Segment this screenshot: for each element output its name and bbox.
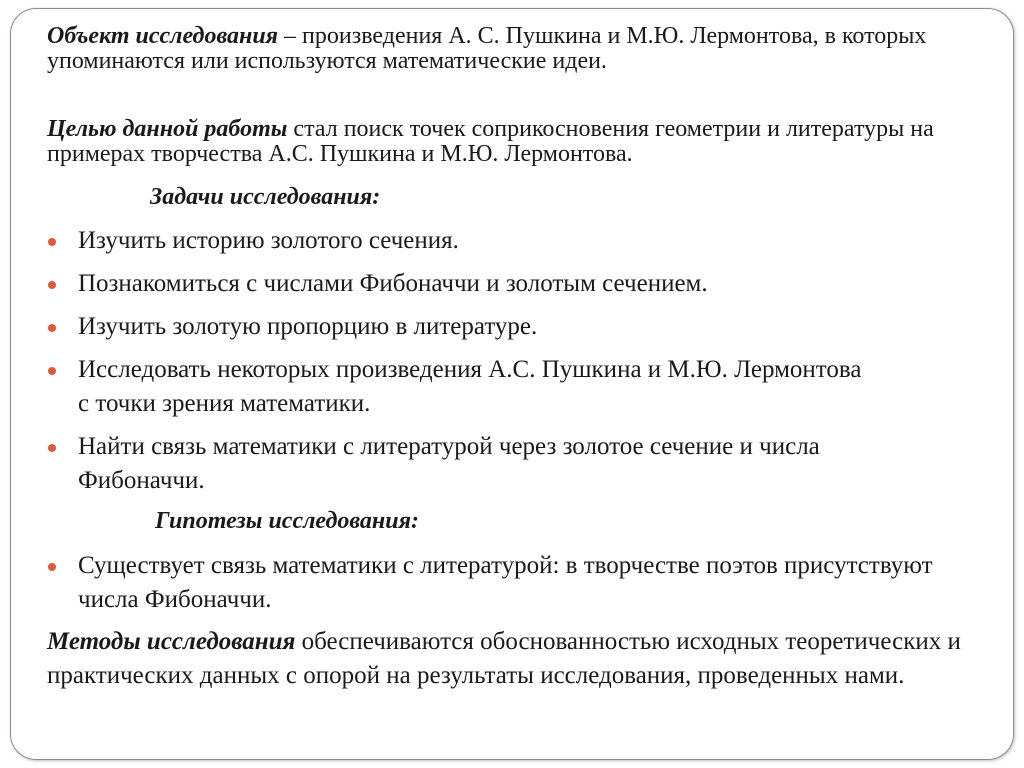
goal-lead: Целью данной работы: [47, 116, 288, 142]
methods-lead: Методы исследования: [47, 628, 296, 655]
bullet-dot: [48, 367, 56, 375]
tasks-heading: Задачи исследования:: [150, 184, 381, 210]
task-text: Познакомиться с числами Фибоначчи и золотым сечением.: [78, 270, 708, 297]
goal-paragraph: [47, 117, 997, 167]
object-text: – произведения А. С. Пушкина и М.Ю. Лермонтова, в которых упоминаются или используются математические идеи.: [47, 23, 927, 74]
task-text: Исследовать некоторых произведения А.С. Пушкина и М.Ю. Лермонтова с точки зрения математики.: [78, 356, 862, 417]
task-item-2: [47, 267, 997, 301]
hypotheses-heading: Гипотезы исследования:: [155, 508, 419, 534]
task-text: Найти связь математики с литературой через золотое сечение и числа Фибоначчи.: [78, 433, 820, 494]
methods-text: обеспечиваются обоснованностью исходных теоретических и практических данных с опорой на результаты исследования, проведенных нами.: [47, 628, 961, 689]
task-item-1: [47, 224, 997, 258]
object-lead: Объект исследования: [47, 23, 279, 49]
bullet-dot: [48, 281, 56, 289]
hypothesis-text: Существует связь математики с литературой: в творчестве поэтов присутствуют числа Фибоначчи.: [78, 552, 933, 613]
task-item-3: [47, 310, 997, 344]
bullet-dot: [48, 238, 56, 246]
hypothesis-item-1: [47, 549, 997, 617]
task-text: Изучить золотую пропорцию в литературе.: [78, 313, 538, 340]
task-item-5: [47, 430, 997, 498]
goal-text: стал поиск точек соприкосновения геометрии и литературы на примерах творчества А.С. Пушкина и М.Ю. Лермонтова.: [47, 116, 934, 167]
methods-paragraph: [47, 625, 967, 693]
task-text: Изучить историю золотого сечения.: [78, 227, 459, 254]
bullet-dot: [48, 563, 56, 571]
bullet-dot: [48, 324, 56, 332]
object-paragraph: [47, 24, 997, 74]
bullet-dot: [48, 444, 56, 452]
task-item-4: [47, 353, 997, 421]
